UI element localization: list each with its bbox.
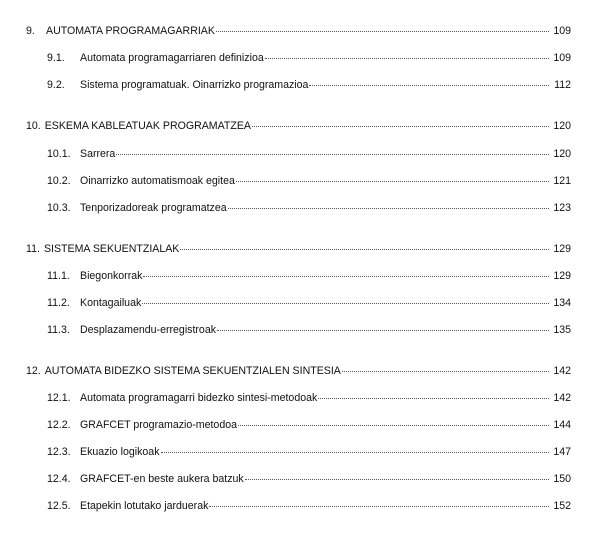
- page-number: 144: [553, 419, 571, 431]
- section-number: 11.1.: [47, 270, 70, 282]
- section-title: Biegonkorrak: [80, 270, 143, 282]
- section-number: 12.5.: [47, 500, 71, 512]
- section-number: 12.2.: [47, 419, 71, 431]
- section-title: Sistema programatuak. Oinarrizko programazioa: [80, 79, 309, 91]
- dot-leader: [238, 425, 549, 426]
- section-number: 10.3.: [47, 202, 71, 214]
- dot-leader: [265, 58, 549, 59]
- toc-section-10-1[interactable]: [47, 147, 571, 161]
- section-title: Kontagailuak: [80, 297, 142, 309]
- toc-section-11-3[interactable]: [47, 323, 571, 337]
- dot-leader: [252, 126, 549, 127]
- dot-leader: [318, 398, 549, 399]
- page-number: 152: [553, 500, 571, 512]
- page-number: 129: [553, 270, 571, 282]
- page-number: 120: [553, 120, 571, 132]
- dot-leader: [143, 276, 549, 277]
- toc-chapter-12[interactable]: [26, 364, 571, 378]
- section-number: 9.2.: [47, 79, 65, 91]
- section-title: Automata programagarriaren definizioa: [80, 52, 264, 64]
- chapter-title: ESKEMA KABLEATUAK PROGRAMATZEA: [44, 120, 251, 132]
- dot-leader: [228, 208, 549, 209]
- page-number: 147: [553, 446, 571, 458]
- dot-leader: [209, 506, 549, 507]
- toc-section-11-2[interactable]: [47, 296, 571, 310]
- dot-leader: [245, 479, 549, 480]
- dot-leader: [161, 452, 550, 453]
- section-title: Automata programagarri bidezko sintesi-metodoak: [80, 392, 318, 404]
- page-number: 123: [553, 202, 571, 214]
- dot-leader: [342, 371, 549, 372]
- chapter-title: AUTOMATA PROGRAMAGARRIAK: [46, 25, 215, 37]
- chapter-title: SISTEMA SEKUENTZIALAK: [43, 243, 180, 255]
- dot-leader: [216, 31, 549, 32]
- section-number: 11.2.: [47, 297, 70, 309]
- section-number: 12.4.: [47, 473, 71, 485]
- page-number: 142: [553, 365, 571, 377]
- page-number: 134: [553, 297, 571, 309]
- page-number: 121: [553, 175, 571, 187]
- dot-leader: [116, 154, 549, 155]
- dot-leader: [309, 85, 549, 86]
- chapter-title: AUTOMATA BIDEZKO SISTEMA SEKUENTZIALEN SINTESIA: [44, 365, 341, 377]
- section-title: Etapekin lotutako jarduerak: [80, 500, 209, 512]
- section-title: Sarrera: [80, 148, 116, 160]
- chapter-number: 11.: [26, 243, 40, 255]
- section-number: 12.3.: [47, 446, 71, 458]
- toc-chapter-11[interactable]: [26, 242, 571, 256]
- page-number: 150: [553, 473, 571, 485]
- toc-section-10-2[interactable]: [47, 174, 571, 188]
- toc-section-12-3[interactable]: [47, 445, 571, 459]
- page-number: 120: [553, 148, 571, 160]
- chapter-number: 10.: [26, 120, 41, 132]
- dot-leader: [142, 303, 549, 304]
- toc-section-9-2[interactable]: [47, 78, 571, 92]
- section-number: 10.1.: [47, 148, 71, 160]
- page-number: 112: [554, 79, 571, 91]
- toc-chapter-9[interactable]: [26, 24, 571, 38]
- dot-leader: [236, 181, 549, 182]
- dot-leader: [217, 330, 549, 331]
- section-title: GRAFCET-en beste aukera batzuk: [80, 473, 244, 485]
- page-number: 142: [553, 392, 571, 404]
- toc-section-12-2[interactable]: [47, 418, 571, 432]
- toc-section-12-1[interactable]: [47, 391, 571, 405]
- page-number: 109: [553, 52, 571, 64]
- dot-leader: [180, 249, 549, 250]
- chapter-number: 12.: [26, 365, 41, 377]
- toc-section-11-1[interactable]: [47, 269, 571, 283]
- section-title: Tenporizadoreak programatzea: [80, 202, 227, 214]
- toc-section-9-1[interactable]: [47, 51, 571, 65]
- section-title: Ekuazio logikoak: [80, 446, 160, 458]
- section-number: 11.3.: [47, 324, 70, 336]
- section-number: 9.1.: [47, 52, 65, 64]
- section-title: Desplazamendu-erregistroak: [80, 324, 217, 336]
- page-number: 135: [553, 324, 571, 336]
- toc-section-12-4[interactable]: [47, 472, 571, 486]
- page-number: 129: [553, 243, 571, 255]
- section-number: 10.2.: [47, 175, 71, 187]
- section-title: GRAFCET programazio-metodoa: [80, 419, 238, 431]
- page-number: 109: [553, 25, 571, 37]
- toc-section-12-5[interactable]: [47, 499, 571, 513]
- section-title: Oinarrizko automatismoak egitea: [80, 175, 235, 187]
- toc-section-10-3[interactable]: [47, 201, 571, 215]
- section-number: 12.1.: [47, 392, 71, 404]
- toc-chapter-10[interactable]: [26, 119, 571, 133]
- chapter-number: 9.: [26, 25, 35, 37]
